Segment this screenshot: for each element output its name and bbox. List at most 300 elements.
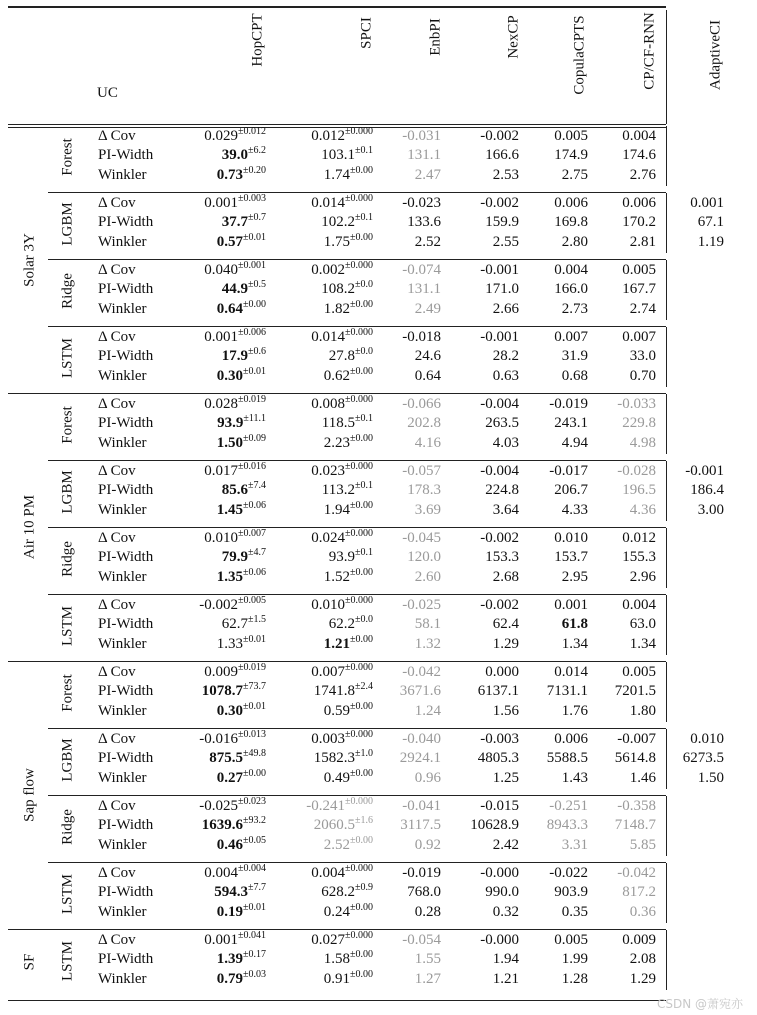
table-cell: [204, 932, 266, 949]
metric-label: Winkler: [98, 702, 147, 719]
table-cell: [323, 365, 373, 385]
table-cell: [415, 636, 441, 653]
cell-value: 62.4: [492, 616, 519, 633]
cell-value: -0.028: [617, 463, 656, 479]
cell-value: 2.80: [561, 233, 588, 250]
metric-label: PI-Width: [98, 750, 154, 767]
cell-value: 3117.5: [400, 817, 441, 834]
table-cell: [493, 435, 519, 452]
cell-value: 131.1: [407, 281, 441, 298]
table-cell: [480, 798, 519, 815]
group-label: Solar 3Y: [21, 232, 38, 287]
cell-std: ±0.016: [238, 461, 266, 472]
cell-value: 0.28: [414, 903, 441, 920]
cell-value: 2.75: [561, 166, 588, 183]
cell-value: 0.000: [485, 664, 519, 680]
cell-value: 159.9: [485, 214, 519, 231]
header-rule: [8, 124, 666, 125]
table-cell: [554, 415, 588, 432]
table-cell: [493, 837, 519, 854]
table-cell: [630, 368, 656, 385]
cell-value: 166.6: [485, 147, 519, 164]
model-label: LSTM: [59, 874, 76, 915]
model-label: LSTM: [59, 338, 76, 379]
cell-std: ±0.01: [243, 901, 266, 913]
table-cell: [549, 463, 588, 480]
cell-value: 5588.5: [546, 750, 588, 767]
cell-value: 0.32: [492, 903, 519, 920]
cell-value: 0.57: [216, 233, 243, 250]
metric-label: PI-Width: [98, 214, 154, 231]
cell-value: 113.2: [321, 482, 355, 499]
cell-value: 2.74: [629, 300, 656, 317]
adaptive-cell: 1.50: [697, 769, 724, 786]
cell-value: 7201.5: [614, 683, 656, 700]
adaptive-divider: [666, 461, 667, 521]
table-cell: [549, 396, 588, 413]
cell-std: ±0.019: [238, 662, 266, 673]
cell-value: 39.0: [221, 147, 248, 164]
cell-std: ±0.1: [355, 145, 373, 157]
cell-value: -0.241: [306, 798, 345, 814]
table-cell: [311, 262, 373, 279]
cell-value: 594.3: [214, 884, 248, 901]
table-cell: [415, 569, 441, 586]
table-cell: [622, 262, 656, 279]
cell-value: 174.6: [622, 147, 656, 164]
cell-std: ±0.00: [350, 968, 373, 980]
cell-value: 196.5: [622, 482, 656, 499]
table-cell: [329, 549, 373, 566]
cell-value: 206.7: [554, 482, 588, 499]
cell-value: 61.8: [561, 616, 588, 633]
table-cell: [617, 463, 656, 480]
cell-value: -0.007: [617, 731, 656, 747]
metric-label: Winkler: [98, 434, 147, 451]
cell-value: 903.9: [554, 884, 588, 901]
cell-value: 263.5: [485, 415, 519, 432]
cell-value: 0.004: [622, 128, 656, 144]
table-cell: [480, 396, 519, 413]
cell-value: 0.012: [622, 530, 656, 546]
cell-std: ±0.00: [350, 949, 373, 961]
cell-value: 3.69: [414, 501, 441, 518]
cell-std: ±0.000: [345, 863, 373, 874]
table-cell: [554, 731, 588, 748]
table-cell: [415, 703, 441, 720]
table-cell: [480, 128, 519, 145]
metric-label: Δ Cov: [98, 128, 136, 144]
table-cell: [323, 700, 373, 720]
table-cell: [415, 301, 441, 318]
cell-value: 2.42: [492, 836, 519, 853]
cell-value: 0.92: [414, 836, 441, 853]
cell-std: ±0.000: [345, 930, 373, 941]
metric-label: Δ Cov: [98, 530, 136, 546]
cell-value: 1.56: [492, 702, 519, 719]
cell-std: ±0.000: [345, 193, 373, 204]
group-rule: [8, 393, 666, 394]
table-cell: [415, 348, 441, 365]
cell-value: 153.7: [554, 549, 588, 566]
adaptive-divider: [666, 863, 667, 923]
table-cell: [630, 703, 656, 720]
table-cell: [321, 884, 373, 901]
table-cell: [415, 234, 441, 251]
cell-value: 0.001: [204, 329, 238, 345]
cell-value: 170.2: [622, 214, 656, 231]
adaptive-cell: 1.19: [697, 233, 724, 250]
cell-value: -0.251: [549, 798, 588, 814]
table-cell: [402, 128, 441, 145]
cell-value: -0.019: [402, 865, 441, 881]
cell-value: 153.3: [485, 549, 519, 566]
cell-value: 0.004: [622, 597, 656, 613]
cell-value: 0.028: [204, 396, 238, 412]
table-cell: [630, 616, 656, 633]
cell-value: 10628.9: [470, 817, 519, 834]
adaptive-cell: 186.4: [690, 482, 724, 499]
group-rule: [8, 661, 666, 662]
cell-value: 2.47: [414, 166, 441, 183]
cell-std: ±0.01: [243, 231, 266, 243]
cell-value: 0.30: [216, 367, 243, 384]
cell-std: ±0.7: [248, 212, 266, 224]
table-cell: [400, 683, 441, 700]
cell-value: 1.50: [216, 434, 243, 451]
cell-std: ±4.7: [248, 547, 266, 559]
table-cell: [311, 731, 373, 748]
cell-std: ±0.1: [355, 547, 373, 559]
table-cell: [321, 214, 373, 231]
cell-value: -0.002: [480, 128, 519, 144]
cell-value: 0.008: [311, 396, 345, 412]
metric-label: Winkler: [98, 501, 147, 518]
table-cell: [630, 904, 656, 921]
table-cell: [622, 664, 656, 681]
cell-value: 0.007: [311, 664, 345, 680]
cell-value: 0.040: [204, 262, 238, 278]
cell-value: 108.2: [321, 281, 355, 298]
table-cell: [402, 932, 441, 949]
table-cell: [478, 750, 519, 767]
table-cell: [554, 214, 588, 231]
table-cell: [562, 837, 588, 854]
cell-std: ±0.003: [238, 193, 266, 204]
cell-value: 4.33: [561, 501, 588, 518]
column-header: EnbPI: [427, 17, 444, 56]
table-cell: [493, 348, 519, 365]
table-cell: [314, 817, 373, 834]
cell-std: ±0.001: [238, 260, 266, 271]
cell-value: 768.0: [407, 884, 441, 901]
cell-std: ±0.00: [350, 164, 373, 176]
table-cell: [493, 971, 519, 988]
cell-value: 133.6: [407, 214, 441, 231]
cell-value: 0.010: [204, 530, 238, 546]
table-cell: [415, 368, 441, 385]
table-cell: [407, 214, 441, 231]
cell-std: ±0.01: [243, 700, 266, 712]
cell-std: ±0.005: [238, 595, 266, 606]
cell-value: -0.000: [480, 932, 519, 948]
table-cell: [493, 569, 519, 586]
cell-value: 0.027: [311, 932, 345, 948]
table-cell: [402, 664, 441, 681]
cell-value: 1.82: [323, 300, 350, 317]
metric-label: PI-Width: [98, 616, 154, 633]
cell-value: 2.76: [629, 166, 656, 183]
table-cell: [554, 195, 588, 212]
group-rule: [8, 929, 666, 930]
table-cell: [562, 703, 588, 720]
column-header: NexCP: [505, 14, 522, 59]
cell-value: 1.75: [323, 233, 350, 250]
cell-value: 58.1: [414, 616, 441, 633]
table-cell: [311, 865, 373, 882]
bottom-rule: [8, 1000, 666, 1001]
cell-value: 0.19: [216, 903, 243, 920]
cell-value: 171.0: [485, 281, 519, 298]
table-cell: [216, 700, 266, 720]
cell-value: -0.004: [480, 396, 519, 412]
table-cell: [493, 703, 519, 720]
table-cell: [562, 904, 588, 921]
cell-value: -0.001: [480, 262, 519, 278]
cell-value: -0.016: [199, 731, 238, 747]
table-cell: [554, 128, 588, 145]
cell-value: -0.033: [617, 396, 656, 412]
cell-value: 79.9: [221, 549, 248, 566]
adaptive-divider: [666, 193, 667, 253]
table-cell: [622, 415, 656, 432]
cell-value: -0.002: [480, 195, 519, 211]
metric-label: Δ Cov: [98, 195, 136, 211]
cell-value: 1.29: [629, 970, 656, 987]
cell-std: ±0.0: [355, 346, 373, 358]
cell-value: 28.2: [492, 348, 519, 365]
table-cell: [562, 770, 588, 787]
adaptive-divider: [666, 528, 667, 588]
table-cell: [554, 147, 588, 164]
adaptive-divider: [666, 595, 667, 655]
cell-value: 7148.7: [614, 817, 656, 834]
cell-value: 4.36: [629, 501, 656, 518]
cell-value: 1.21: [323, 635, 350, 652]
cell-std: ±7.7: [248, 882, 266, 894]
table-cell: [322, 415, 373, 432]
table-cell: [547, 683, 588, 700]
cell-value: 0.36: [629, 903, 656, 920]
cell-std: ±0.013: [238, 729, 266, 740]
table-cell: [622, 147, 656, 164]
cell-std: ±0.00: [350, 566, 373, 578]
adaptive-cell: 0.001: [690, 195, 724, 211]
cell-value: 1.76: [561, 702, 588, 719]
table-cell: [402, 597, 441, 614]
table-cell: [630, 770, 656, 787]
cell-value: 0.003: [311, 731, 345, 747]
table-cell: [485, 482, 519, 499]
table-cell: [407, 281, 441, 298]
adaptive-divider: [666, 930, 667, 990]
metric-label: PI-Width: [98, 683, 154, 700]
table-cell: [323, 968, 373, 988]
cell-value: 4.98: [629, 434, 656, 451]
table-cell: [415, 837, 441, 854]
cell-value: -0.000: [480, 865, 519, 881]
cell-std: ±0.023: [238, 796, 266, 807]
table-cell: [630, 435, 656, 452]
cell-value: 202.8: [407, 415, 441, 432]
table-cell: [617, 731, 656, 748]
table-cell: [329, 616, 373, 633]
cell-value: 0.014: [311, 329, 345, 345]
metric-label: Δ Cov: [98, 463, 136, 479]
metric-label: PI-Width: [98, 884, 154, 901]
cell-value: 5614.8: [614, 750, 656, 767]
table-cell: [630, 971, 656, 988]
column-header: HopCPT: [249, 13, 266, 67]
cell-std: ±7.4: [248, 480, 266, 492]
cell-value: 0.024: [311, 530, 345, 546]
metric-label: Winkler: [98, 970, 147, 987]
table-cell: [622, 884, 656, 901]
metric-label: Δ Cov: [98, 329, 136, 345]
cell-value: 0.59: [323, 702, 350, 719]
table-cell: [323, 499, 373, 519]
cell-std: ±0.00: [350, 901, 373, 913]
table-cell: [622, 932, 656, 949]
cell-value: 1.32: [414, 635, 441, 652]
table-cell: [402, 463, 441, 480]
cell-std: ±0.0: [355, 614, 373, 626]
table-cell: [485, 549, 519, 566]
cell-value: -0.004: [480, 463, 519, 479]
table-cell: [324, 951, 373, 968]
table-cell: [402, 262, 441, 279]
cell-value: 0.006: [554, 731, 588, 747]
table-cell: [222, 549, 266, 566]
cell-value: 2924.1: [399, 750, 441, 767]
table-cell: [402, 195, 441, 212]
cell-value: 0.006: [622, 195, 656, 211]
metric-label: Winkler: [98, 300, 147, 317]
cell-value: 0.012: [311, 128, 345, 144]
cell-value: 2.08: [629, 951, 656, 968]
model-label: LSTM: [59, 606, 76, 647]
cell-value: -0.025: [402, 597, 441, 613]
cell-value: 2.95: [561, 568, 588, 585]
cell-value: 0.64: [216, 300, 243, 317]
cell-value: 0.70: [629, 367, 656, 384]
cell-value: 0.79: [216, 970, 243, 987]
table-cell: [400, 750, 441, 767]
metric-label: Δ Cov: [98, 865, 136, 881]
cell-std: ±73.7: [243, 681, 266, 693]
cell-std: ±0.000: [345, 528, 373, 539]
adaptive-divider: [666, 394, 667, 454]
table-cell: [554, 549, 588, 566]
table-cell: [222, 348, 266, 365]
cell-value: 33.0: [629, 348, 656, 365]
table-cell: [216, 365, 266, 385]
table-cell: [199, 798, 266, 815]
cell-value: 0.004: [311, 865, 345, 881]
cell-value: 628.2: [321, 884, 355, 901]
cell-value: 169.8: [554, 214, 588, 231]
table-cell: [485, 281, 519, 298]
table-cell: [630, 951, 656, 968]
cell-value: 85.6: [221, 482, 248, 499]
table-cell: [329, 348, 373, 365]
group-label: SF: [21, 953, 38, 971]
cell-value: 0.62: [323, 367, 350, 384]
cell-std: ±0.000: [345, 796, 373, 807]
cell-value: 1.94: [492, 951, 519, 968]
cell-value: 1.25: [492, 769, 519, 786]
table-cell: [216, 298, 266, 318]
cell-std: ±0.000: [345, 260, 373, 271]
column-header: AdaptiveCI: [707, 20, 724, 90]
table-cell: [485, 664, 519, 681]
cell-value: 102.2: [321, 214, 355, 231]
cell-value: 0.029: [204, 128, 238, 144]
table-cell: [415, 770, 441, 787]
cell-value: -0.017: [549, 463, 588, 479]
table-cell: [323, 633, 373, 653]
table-cell: [323, 901, 373, 921]
cell-value: 1.21: [492, 970, 519, 987]
model-label: LGBM: [59, 470, 76, 514]
cell-value: 131.1: [407, 147, 441, 164]
cell-std: ±0.00: [350, 298, 373, 310]
table-cell: [216, 767, 266, 787]
table-cell: [216, 968, 266, 988]
cell-value: -0.015: [480, 798, 519, 814]
metric-label: PI-Width: [98, 147, 154, 164]
table-cell: [630, 167, 656, 184]
model-label: LSTM: [59, 941, 76, 982]
table-cell: [493, 301, 519, 318]
cell-std: ±1.6: [355, 815, 373, 827]
table-cell: [323, 566, 373, 586]
cell-value: 1.43: [561, 769, 588, 786]
cell-std: ±0.00: [243, 767, 266, 779]
cell-value: 0.49: [323, 769, 350, 786]
table-cell: [204, 396, 266, 413]
cell-std: ±0.01: [243, 365, 266, 377]
table-cell: [216, 901, 266, 921]
table-cell: [214, 884, 266, 901]
cell-value: 178.3: [407, 482, 441, 499]
cell-std: ±0.000: [345, 729, 373, 740]
table-cell: [322, 482, 373, 499]
cell-value: 1582.3: [313, 750, 355, 767]
cell-value: 0.009: [622, 932, 656, 948]
table-cell: [202, 817, 266, 834]
cell-value: 174.9: [554, 147, 588, 164]
uc-header: UC: [97, 85, 118, 101]
table-cell: [622, 195, 656, 212]
table-cell: [554, 530, 588, 547]
table-cell: [622, 482, 656, 499]
cell-value: 0.91: [323, 970, 350, 987]
cell-value: -0.045: [402, 530, 441, 546]
cell-value: 1.99: [561, 951, 588, 968]
table-cell: [630, 301, 656, 318]
cell-value: 7131.1: [546, 683, 588, 700]
